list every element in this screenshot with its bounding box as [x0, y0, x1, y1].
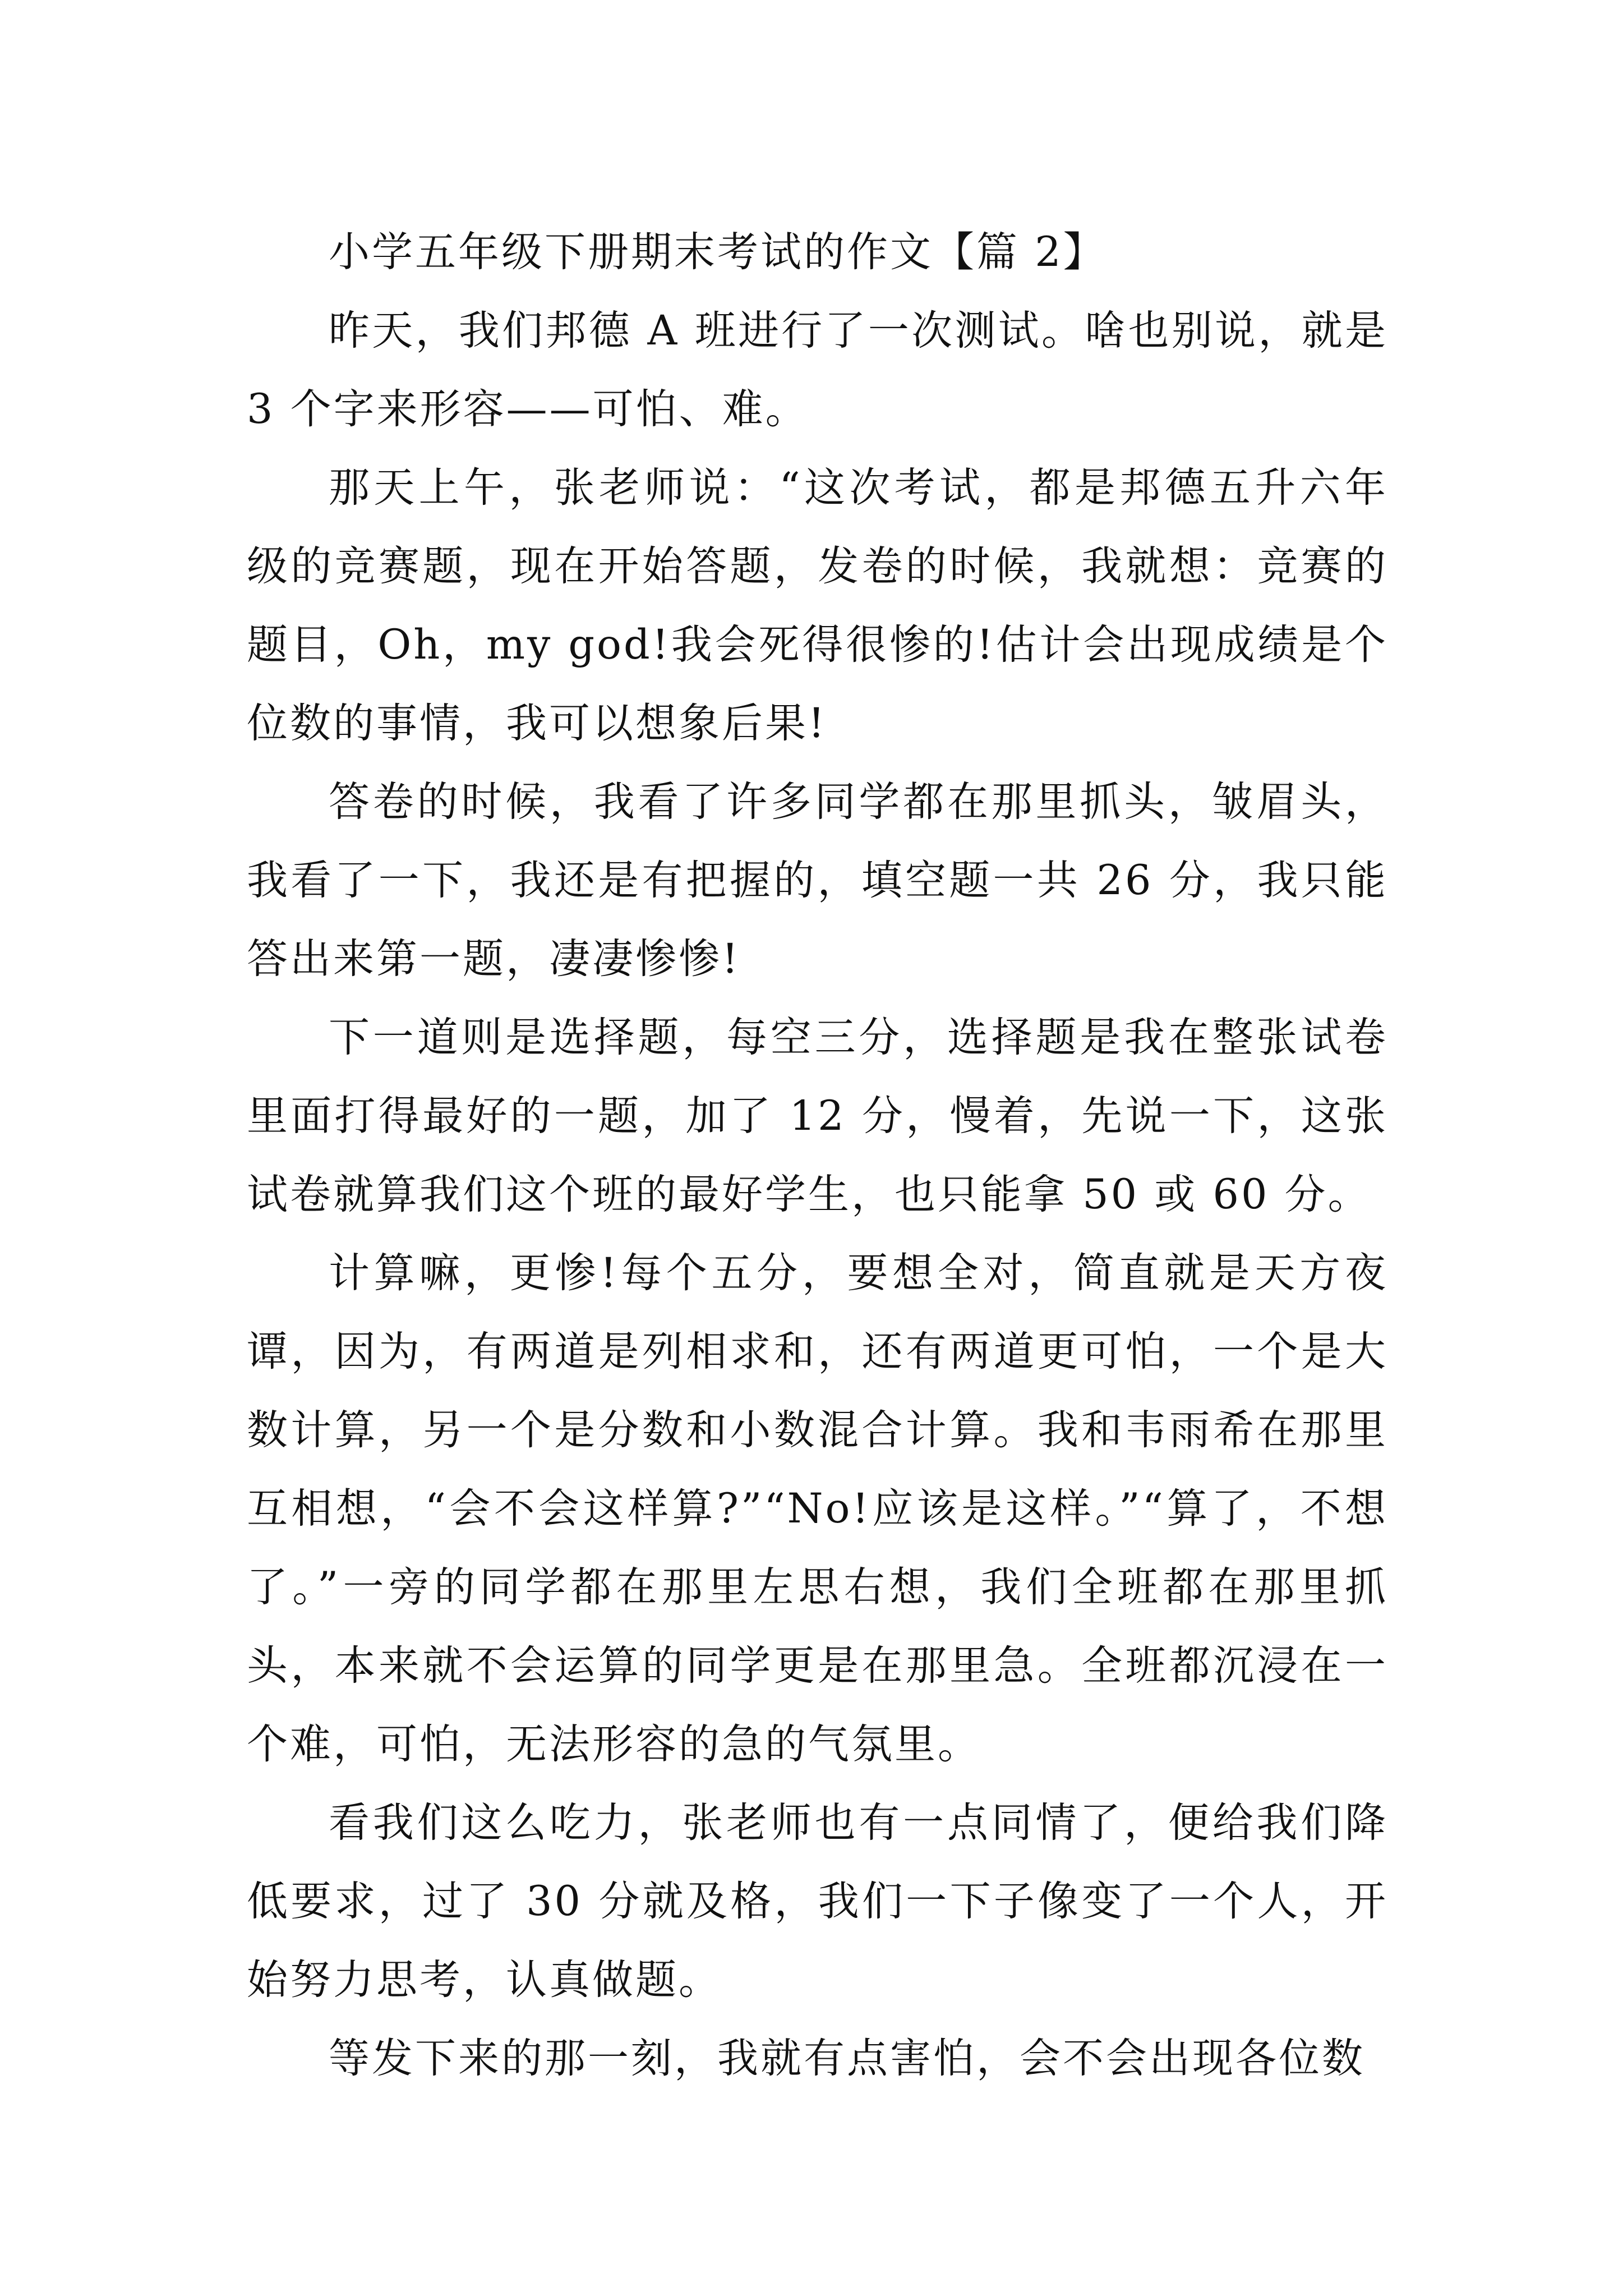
- paragraph-2: 那天上午，张老师说：“这次考试，都是邦德五升六年级的竞赛题，现在开始答题，发卷的时候，我就想：竞赛的题目，Oh，my god!我会死得很惨的!估计会出现成绩是个位数的事情，我可以想象后果!: [247, 464, 1388, 747]
- paragraph-7: 等发下来的那一刻，我就有点害怕，会不会出现各位数: [329, 2035, 1365, 2082]
- document-body: [247, 213, 1388, 2098]
- paragraph-1: 昨天，我们邦德 A 班进行了一次测试。啥也别说，就是 3 个字来形容——可怕、难。: [247, 307, 1388, 433]
- paragraph-3: 答卷的时候，我看了许多同学都在那里抓头，皱眉头，我看了一下，我还是有把握的，填空题一共 26 分，我只能答出来第一题，凄凄惨惨!: [247, 778, 1388, 983]
- paragraph-4: 下一道则是选择题，每空三分，选择题是我在整张试卷里面打得最好的一题，加了 12 分，慢着，先说一下，这张试卷就算我们这个班的最好学生，也只能拿 50 或 60 分。: [247, 1014, 1388, 1218]
- document-title: 小学五年级下册期末考试的作文【篇 2】: [329, 228, 1106, 276]
- paragraph-5: 计算嘛，更惨!每个五分，要想全对，简直就是天方夜谭，因为，有两道是列相求和，还有两道更可怕，一个是大数计算，另一个是分数和小数混合计算。我和韦雨希在那里互相想，“会不会这样算?”“No!应该是这样。”“算了，不想了。”一旁的同学都在那里左思右想，我们全班都在那里抓头，本来就不会运算的同学更是在那里急。全班都沉浸在一个难，可怕，无法形容的急的气氛里。: [247, 1249, 1388, 1768]
- paragraph-6: 看我们这么吃力，张老师也有一点同情了，便给我们降低要求，过了 30 分就及格，我们一下子像变了一个人，开始努力思考，认真做题。: [247, 1799, 1388, 2004]
